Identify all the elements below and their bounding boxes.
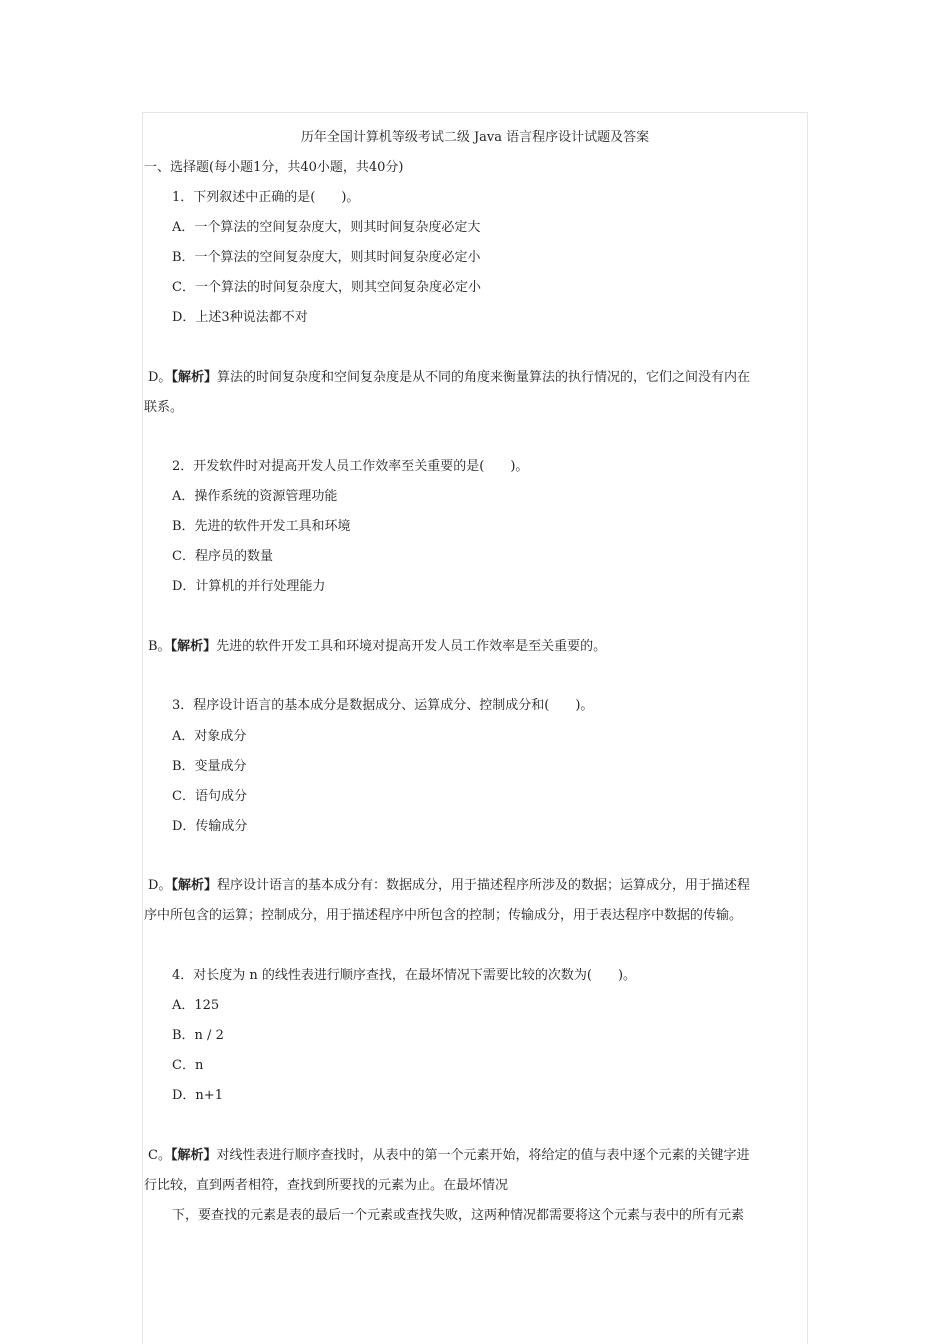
question-4-option-b: B．n / 2 [172, 1028, 224, 1043]
question-2-option-d: D．计算机的并行处理能力 [172, 579, 326, 594]
question-3-answer [148, 878, 750, 894]
question-3-option-b: B．变量成分 [172, 759, 247, 774]
question-4-option-a: A．125 [172, 998, 220, 1013]
question-3-option-c: C．语句成分 [172, 789, 247, 804]
section-heading: 一、选择题(每小题1分，共40小题，共40分) [144, 160, 404, 175]
question-3-option-d: D．传输成分 [172, 819, 248, 834]
analysis-tag: 【解析】 [171, 878, 217, 893]
question-4-answer-cont-2: 下，要查找的元素是表的最后一个元素或查找失败，这两种情况都需要将这个元素与表中的所有元素 [172, 1208, 745, 1223]
analysis-tag: 【解析】 [170, 1148, 217, 1163]
analysis-tag: 【解析】 [171, 370, 217, 385]
answer-letter: D。 [148, 370, 172, 385]
question-1-option-a: A．一个算法的空间复杂度大，则其时间复杂度必定大 [172, 220, 481, 235]
question-4-option-c: C．n [172, 1058, 204, 1073]
question-1-answer-cont: 联系。 [144, 400, 184, 415]
question-2-option-c: C．程序员的数量 [172, 549, 273, 564]
question-1-stem: 1．下列叙述中正确的是( )。 [172, 190, 360, 205]
question-2-option-b: B．先进的软件开发工具和环境 [172, 519, 351, 534]
question-4-stem: 4．对长度为 n 的线性表进行顺序查找，在最坏情况下需要比较的次数为( )。 [172, 968, 637, 983]
question-4-answer [148, 1148, 749, 1164]
document-title: 历年全国计算机等级考试二级 Java 语言程序设计试题及答案 [300, 130, 650, 145]
question-1-option-d: D．上述3种说法都不对 [172, 310, 308, 325]
question-1-answer [148, 370, 750, 386]
analysis-text: 先进的软件开发工具和环境对提高开发人员工作效率是至关重要的。 [216, 639, 607, 654]
question-2-option-a: A．操作系统的资源管理功能 [172, 489, 338, 504]
question-3-stem: 3．程序设计语言的基本成分是数据成分、运算成分、控制成分和( )。 [172, 698, 594, 713]
analysis-text: 算法的时间复杂度和空间复杂度是从不同的角度来衡量算法的执行情况的，它们之间没有内在 [216, 370, 750, 385]
analysis-tag: 【解析】 [170, 639, 217, 654]
question-2-stem: 2．开发软件时对提高开发人员工作效率至关重要的是( )。 [172, 459, 529, 474]
analysis-text: 对线性表进行顺序查找时，从表中的第一个元素开始，将给定的值与表中逐个元素的关键字进 [216, 1148, 750, 1163]
answer-letter: B。 [148, 639, 171, 654]
question-1-option-b: B．一个算法的空间复杂度大，则其时间复杂度必定小 [172, 250, 481, 265]
answer-letter: D。 [148, 878, 172, 893]
answer-letter: C。 [148, 1148, 171, 1163]
question-3-answer-cont: 序中所包含的运算；控制成分，用于描述程序中所包含的控制；传输成分，用于表达程序中数据的传输。 [144, 908, 743, 923]
question-3-option-a: A．对象成分 [172, 729, 247, 744]
question-1-option-c: C．一个算法的时间复杂度大，则其空间复杂度必定小 [172, 280, 481, 295]
question-4-option-d: D．n+1 [172, 1088, 223, 1103]
analysis-text: 程序设计语言的基本成分有：数据成分，用于描述程序所涉及的数据；运算成分，用于描述程 [216, 878, 750, 893]
question-4-answer-cont: 行比较，直到两者相符，查找到所要找的元素为止。在最坏情况 [144, 1178, 509, 1193]
question-2-answer [148, 639, 606, 655]
